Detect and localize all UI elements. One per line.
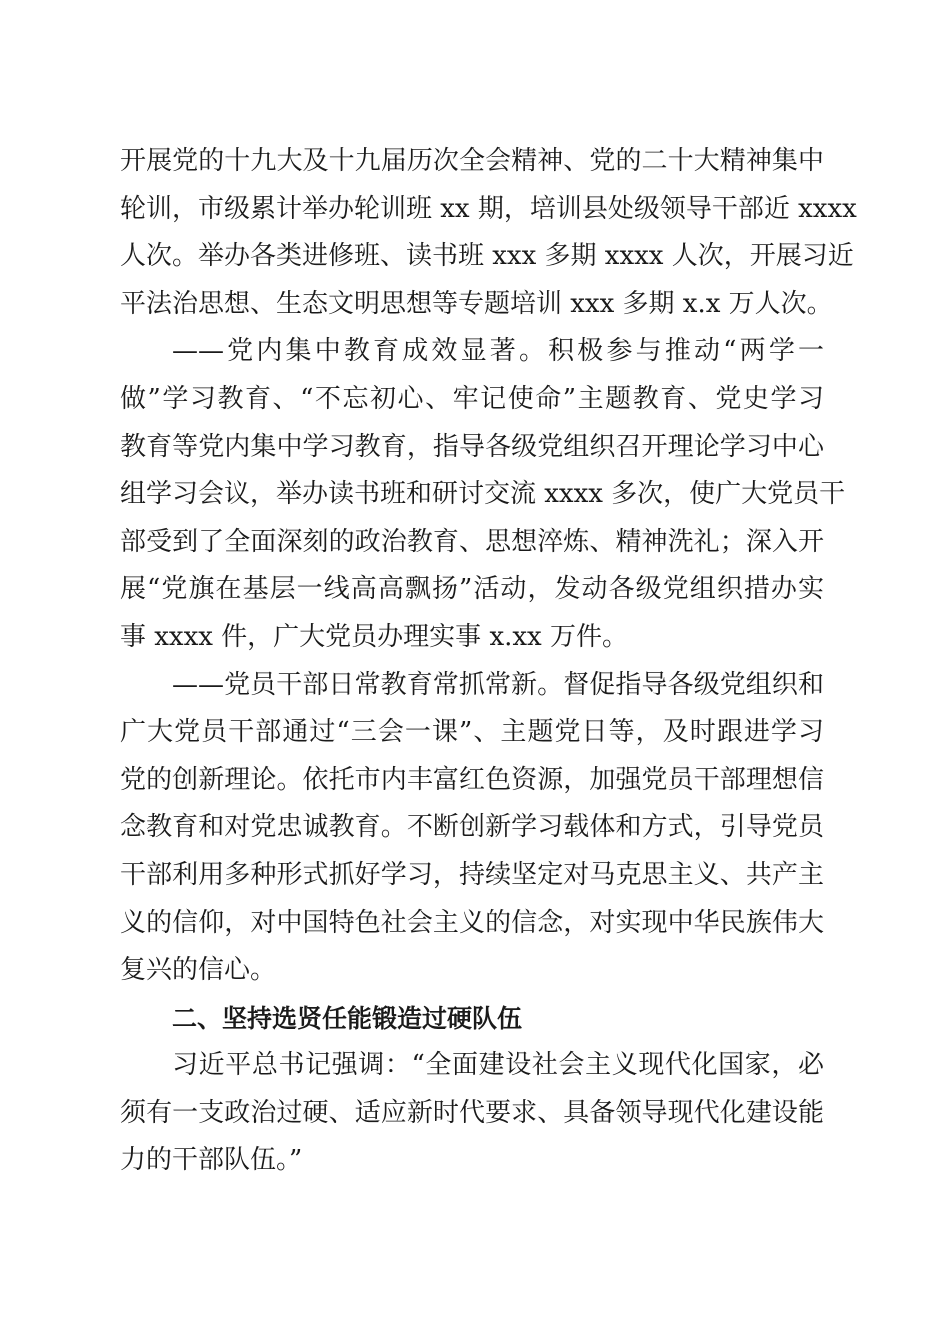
text-line: 党的创新理论。依托市内丰富红色资源，加强党员干部理想信 <box>120 764 824 795</box>
text-line: 轮训，市级累计举办轮训班 xx 期，培训县处级领导干部近 xxxx <box>120 193 857 224</box>
text-line: 部受到了全面深刻的政治教育、思想淬炼、精神洗礼；深入开 <box>120 526 824 557</box>
text-line: 广大党员干部通过“三会一课”、主题党日等，及时跟进学习 <box>120 717 824 748</box>
section-heading: 二、坚持选贤任能锻造过硬队伍 <box>172 1003 523 1033</box>
text-line: 习近平总书记强调：“全面建设社会主义现代化国家，必 <box>172 1050 824 1081</box>
text-line: 人次。举办各类进修班、读书班 xxx 多期 xxxx 人次，开展习近 <box>120 241 854 272</box>
text-line: 教育等党内集中学习教育，指导各级党组织召开理论学习中心 <box>120 431 824 462</box>
paragraph-training <box>120 138 857 328</box>
text-line: 事 xxxx 件，广大党员办理实事 x.xx 万件。 <box>120 621 628 652</box>
text-line: 开展党的十九大及十九届历次全会精神、党的二十大精神集中 <box>120 146 824 176</box>
text-line: ——党内集中教育成效显著。积极参与推动“两学一 <box>172 336 824 367</box>
text-line: 复兴的信心。 <box>120 955 277 986</box>
text-line: 义的信仰，对中国特色社会主义的信念，对实现中华民族伟大 <box>120 907 824 938</box>
text-line: 展“党旗在基层一线高高飘扬”活动，发动各级党组织措办实 <box>120 574 824 605</box>
document-page <box>120 138 857 1185</box>
paragraph-quote <box>120 1042 824 1185</box>
paragraph-centralized-education <box>120 328 846 661</box>
text-line: 组学习会议，举办读书班和研讨交流 xxxx 多次，使广大党员干 <box>120 479 846 510</box>
text-line: 干部利用多种形式抓好学习，持续坚定对马克思主义、共产主 <box>120 859 824 890</box>
text-line: 力的干部队伍。” <box>120 1145 303 1176</box>
text-line: 念教育和对党忠诚教育。不断创新学习载体和方式，引导党员 <box>120 812 824 843</box>
paragraph-daily-education <box>120 662 824 995</box>
text-line: ——党员干部日常教育常抓常新。督促指导各级党组织和 <box>172 669 824 700</box>
text-line: 须有一支政治过硬、适应新时代要求、具备领导现代化建设能 <box>120 1097 824 1128</box>
text-line: 平法治思想、生态文明思想等专题培训 xxx 多期 x.x 万人次。 <box>120 288 833 319</box>
text-line: 做”学习教育、“不忘初心、牢记使命”主题教育、党史学习 <box>120 383 824 414</box>
